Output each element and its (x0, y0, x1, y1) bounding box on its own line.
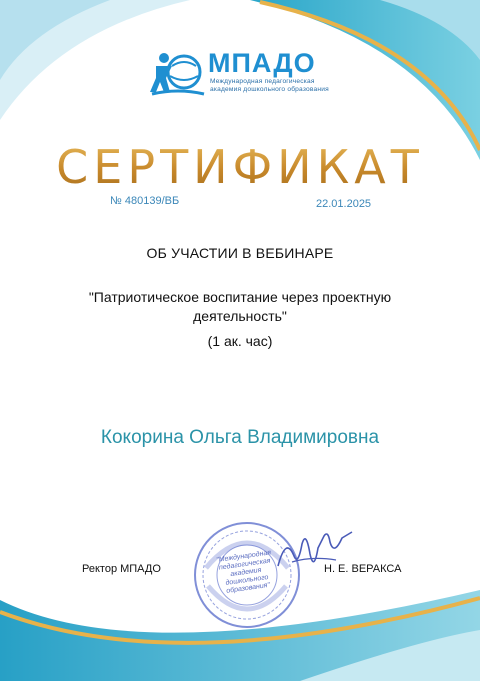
logo (150, 44, 340, 100)
certificate-title: СЕРТИФИКАТ (0, 140, 480, 194)
certificate-number: № 480139/ВБ (110, 195, 180, 207)
webinar-title: "Патриотическое воспитание через проектную деятельность" (88, 289, 392, 324)
logo-icon (150, 44, 206, 100)
stamp-text: "Международная педагогическая академия дошкольного образования" (215, 549, 272, 595)
academic-hours: (1 ак. час) (207, 333, 273, 349)
participation-heading: ОБ УЧАСТИИ В ВЕБИНАРЕ (146, 245, 334, 261)
rector-name: Н. Е. ВЕРАКСА (324, 563, 402, 575)
rector-label: Ректор МПАДО (82, 563, 161, 575)
logo-name: МПАДО (208, 48, 316, 78)
recipient-name: Кокорина Ольга Владимировна (100, 427, 380, 448)
certificate-date: 22.01.2025 (316, 198, 372, 210)
logo-subtitle: Международная педагогическая академия дошкольного образования (210, 78, 329, 93)
